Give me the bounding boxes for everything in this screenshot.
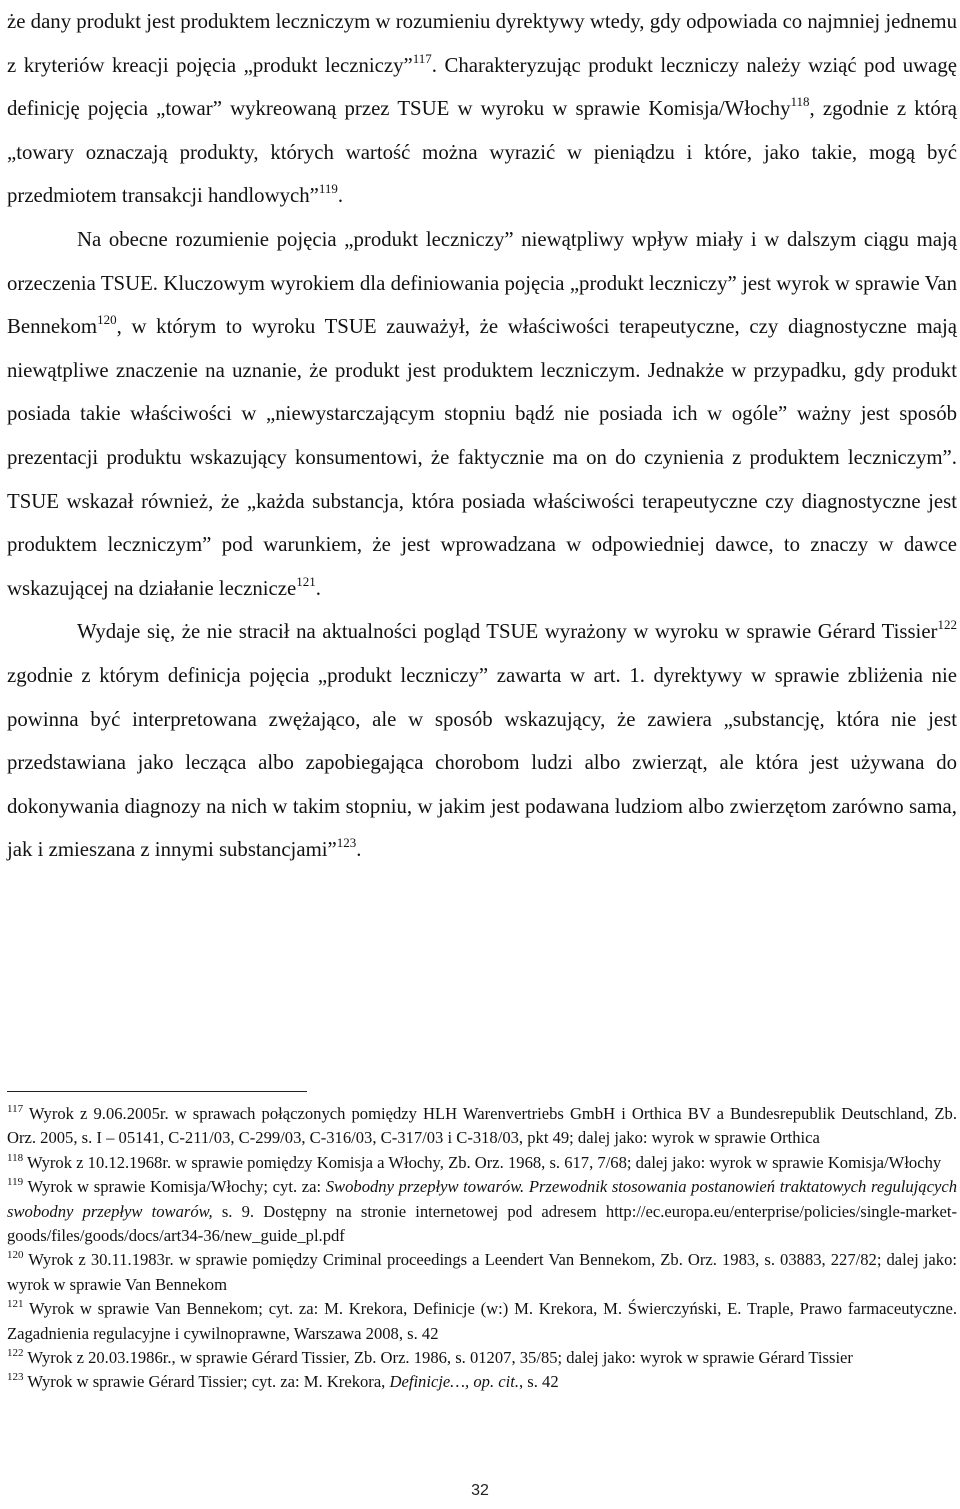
footnote-123: $^{123}$ Wyrok w sprawie Gérard Tissier; cyt. za: M. Krekora, Definicje…, op. cit., s. 42 xyxy=(7,1371,559,1392)
paragraph-3: Wydaje się, że nie stracił na aktualności pogląd TSUE wyrażony w wyroku w sprawie Gérard Tissier$^{122}$ zgodnie z którym definicja pojęcia „produkt leczniczy” zawarta w art. 1. dyrektywy w sprawie zbliżenia nie powinna być interpretowana zwężająco, ale w sposób wskazujący, że zawiera „substancję, która nie jest przedstawiana jako lecząca albo zapobiegająca chorobom ludzi albo zwierząt, ale która jest używana do dokonywania diagnozy na nich w takim stopniu, w jakim jest podawana ludziom albo zwierzętom zarówno sama, jak i zmieszana z innymi substancjami”$^{123}$. xyxy=(7,617,957,862)
footnotes xyxy=(7,1102,957,1395)
paragraph-1: że dany produkt jest produktem leczniczym w rozumieniu dyrektywy wtedy, gdy odpowiada co najmniej jednemu z kryteriów kreacji pojęcia „produkt leczniczy”$^{117}$. Charakteryzując produkt leczniczy należy wziąć pod uwagę definicję pojęcia „towar” wykreowaną przez TSUE w wyroku w sprawie Komisja/Włochy$^{118}$, zgodnie z którą „towary oznaczają produkty, których wartość można wyrazić w pieniądzu i które, jako takie, mogą być przedmiotem transakcji handlowych”$^{119}$. xyxy=(7,10,958,208)
footnote-119-url[interactable]: s. 9. Dostępny na stronie internetowej pod adresem http://ec.europa.eu/enterprise/policies/single-market-goods/files/goods/docs/art34-36/new_guide_pl.pdf xyxy=(7,1201,957,1246)
page-number: 32 xyxy=(471,1482,489,1499)
footnote-122: $^{122}$ Wyrok z 20.03.1986r., w sprawie Gérard Tissier, Zb. Orz. 1986, s. 01207, 35/85; dalej jako: wyrok w sprawie Gérard Tissier xyxy=(7,1347,853,1368)
footnote-ref-122[interactable]: 122 xyxy=(937,617,957,633)
paragraph-2: Na obecne rozumienie pojęcia „produkt leczniczy” niewątpliwy wpływ miały i w dalszym ciągu mają orzeczenia TSUE. Kluczowym wyrokiem dla definiowania pojęcia „produkt leczniczy” jest wyrok w sprawie Van Bennekom$^{120}$, w którym to wyroku TSUE zauważył, że właściwości terapeutyczne, czy diagnostyczne mają niewątpliwe znaczenie na uznanie, że produkt jest produktem leczniczym. Jednakże w przypadku, gdy produkt posiada takie właściwości w „niewystarczającym stopniu bądź nie posiada ich w ogóle” ważny jest sposób prezentacji produktu wskazujący konsumentowi, że faktycznie ma on do czynienia z produktem leczniczym”. TSUE wskazał również, że „każda substancja, która posiada właściwości terapeutyczne czy diagnostyczne jest produktem leczniczym” pod warunkiem, że jest wprowadzana w odpowiedniej dawce, to znaczy w dawce wskazującej na działanie lecznicze$^{121}$. xyxy=(7,227,957,600)
footnote-ref-120[interactable]: 120 xyxy=(97,312,117,328)
footnote-120: $^{120}$ Wyrok z 30.11.1983r. w sprawie pomiędzy Criminal proceedings a Leendert Van Bennekom, Zb. Orz. 1983, s. 03883, 227/82; dalej jako: wyrok w sprawie Van Bennekom xyxy=(7,1249,957,1294)
footnote-118: $^{118}$ Wyrok z 10.12.1968r. w sprawie pomiędzy Komisja a Włochy, Zb. Orz. 1968, s. 617, 7/68; dalej jako: wyrok w sprawie Komisja/Włochy xyxy=(7,1151,942,1172)
footnote-119: $^{119}$ Wyrok w sprawie Komisja/Włochy; cyt. za: Swobodny przepływ towarów. Przewodnik stosowania postanowień traktatowych regulujących swobodny przepływ towarów, s. 9. Dostępny na stronie internetowej pod adresem http://ec.europa.eu/enterprise/policies/single-market-goods/files/goods/docs/art34-36/new_guide_pl.pdf xyxy=(7,1176,958,1246)
body-text xyxy=(7,0,957,872)
footnote-121: $^{121}$ Wyrok w sprawie Van Bennekom; cyt. za: M. Krekora, Definicje (w:) M. Krekora, M. Świerczyński, E. Traple, Prawo farmaceutyczne. Zagadnienia regulacyjne i cywilnoprawne, Warszawa 2008, s. 42 xyxy=(7,1298,957,1343)
footnote-separator xyxy=(7,1091,307,1092)
footnote-ref-118[interactable]: 118 xyxy=(790,94,810,110)
footnote-117: $^{117}$ Wyrok z 9.06.2005r. w sprawach połączonych pomiędzy HLH Warenvertriebs GmbH i Orthica BV a Bundesrepublik Deutschland, Zb. Orz. 2005, s. I – 05141, C-211/03, C-299/03, C-316/03, C-317/03 i C-318/03, pkt 49; dalej jako: wyrok w sprawie Orthica xyxy=(7,1103,957,1148)
footnote-ref-121[interactable]: 121 xyxy=(296,573,316,589)
footnote-ref-117[interactable]: 117 xyxy=(412,50,432,66)
footnote-ref-123[interactable]: 123 xyxy=(336,835,357,851)
footnote-ref-119[interactable]: 119 xyxy=(318,181,338,197)
